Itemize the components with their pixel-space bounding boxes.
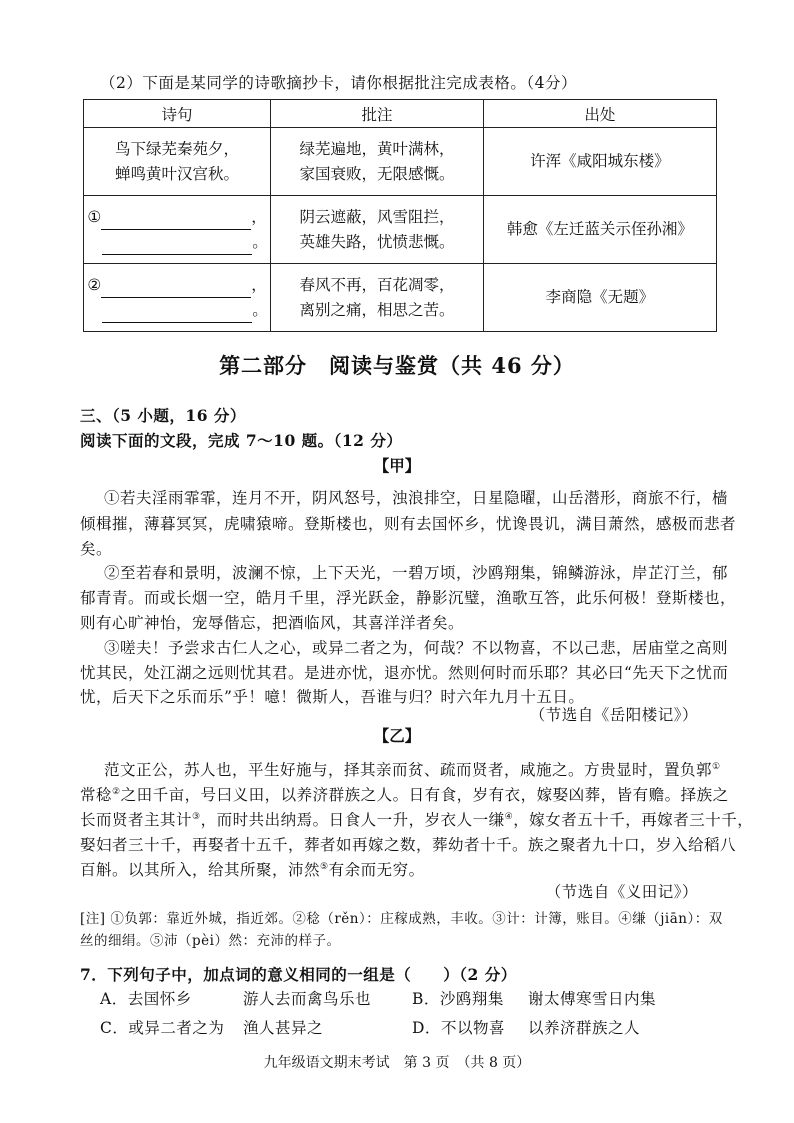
option-b[interactable]: [412, 987, 504, 1009]
page-footer: 九年级语文期末考试 第 3 页 （共 8 页）: [263, 1055, 531, 1071]
punct: ，: [251, 207, 267, 226]
part-title: 第二部分 阅读与鉴赏（共 46 分）: [219, 353, 575, 378]
punct: ，: [251, 275, 267, 294]
passage-source: （节选自《岳阳楼记》）: [529, 706, 698, 724]
note-cell: [271, 196, 484, 264]
header-verse: 诗句: [84, 100, 271, 128]
option-c[interactable]: [100, 1016, 224, 1038]
jia-label: 【甲】: [373, 456, 421, 475]
yi-label: 【乙】: [373, 726, 421, 745]
option-phrase: 去国怀乡: [127, 990, 192, 1008]
table-row: [84, 264, 717, 332]
answer-blank[interactable]: [101, 281, 251, 298]
passage-source: （节选自《义田记》）: [545, 883, 698, 901]
punct: 。: [252, 300, 268, 319]
option-phrase: 或异二者之为: [128, 1019, 225, 1037]
passage-line: 忧，后天下之乐而乐”乎！噫！微斯人，吾谁与归？时六年九月十五日。: [80, 688, 585, 706]
passage-line: 常稔②之田千亩，号曰义田，以养济群族之人。日有食，岁有衣，嫁娶凶葬，皆有赡。择族之: [80, 786, 729, 804]
note-line: 阴云遮蔽，风雪阻拦，: [299, 207, 455, 226]
option-label: D．: [412, 1019, 441, 1037]
annotation: [注] ①负郭：靠近外城，指近郊。②稔（rěn）：庄稼成熟，丰收。③计：计簿，账目。④缣（jiān）：双: [80, 911, 723, 927]
passage-line: 忧其民，处江湖之远则忧其君。是进亦忧，退亦忧。然则何时而乐耶？其必曰“先天下之忧而: [80, 664, 729, 682]
note-line: 春风不再，百花凋零，: [299, 275, 455, 294]
blank-number: ①: [87, 207, 102, 226]
option-label: B．: [412, 990, 440, 1008]
passage-line: ②至若春和景明，波澜不惊，上下天光，一碧万顷，沙鸥翔集，锦鳞游泳，岸芷汀兰，郁: [104, 564, 729, 582]
option-d[interactable]: [412, 1016, 505, 1038]
punct: 。: [252, 232, 268, 251]
blank-number: ②: [87, 275, 102, 294]
passage-line: 娶妇者三十千，再娶者十五千，葬者如再嫁之数，葬幼者十千。族之聚者九十口，岁入给稻八: [80, 836, 737, 854]
note-line: 绿芜遍地，黄叶满林，: [299, 139, 455, 158]
footnote-mark: ⑤: [320, 861, 329, 872]
passage-line: 郁青青。而或长烟一空，皓月千里，浮光跃金，静影沉璧，渔歌互答，此乐何极！登斯楼也，: [80, 589, 737, 607]
note-line: 家国衰败，无限感慨。: [299, 164, 455, 183]
passage-line: 百斛。以其所入，给其所聚，沛然⑤有余而无穷。: [80, 861, 425, 879]
source-cell: 韩愈《左迁蓝关示侄孙湘》: [483, 196, 716, 264]
header-source: 出处: [483, 100, 716, 128]
passage-line: 范文正公，苏人也，平生好施与，择其亲而贫、疏而贤者，咸施之。方贵显时，置负郭①: [104, 761, 721, 779]
answer-blank[interactable]: [102, 306, 252, 323]
verse-blank-cell[interactable]: [84, 196, 271, 264]
source-cell: 许浑《咸阳城东楼》: [483, 128, 716, 196]
table-row: [84, 196, 717, 264]
note-cell: [271, 128, 484, 196]
header-note: 批注: [271, 100, 484, 128]
footnote-mark: ④: [504, 811, 514, 822]
verse-blank-cell[interactable]: [84, 264, 271, 332]
source-cell: 李商隐《无题》: [483, 264, 716, 332]
note-line: 离别之痛，相思之苦。: [299, 300, 455, 319]
passage-line: 则有心旷神怡，宠辱偕忘，把酒临风，其喜洋洋者矣。: [80, 614, 465, 632]
note-line: 英雄失路，忧愤悲慨。: [299, 232, 455, 251]
verse-line: 鸟下绿芜秦苑夕，: [115, 139, 240, 158]
passage-line: ①若夫淫雨霏霏，连月不开，阴风怒号，浊浪排空，日星隐曜，山岳潜形，商旅不行，樯: [104, 489, 729, 507]
table-header-row: [84, 100, 717, 128]
reading-instruction: 阅读下面的文段，完成 7～10 题。（12 分）: [80, 431, 403, 450]
passage-line: 长而贤者主其计③，而时共出纳焉。日食人一升，岁衣人一缣④，嫁女者五十千，再嫁者三十千，: [80, 811, 754, 829]
intro-line: （2）下面是某同学的诗歌摘抄卡，请你根据批注完成表格。（4分）: [100, 74, 577, 92]
option-a[interactable]: [100, 987, 192, 1009]
footnote-mark: ③: [192, 811, 201, 822]
option-c-compare: 渔人甚异之: [243, 1019, 324, 1037]
question-stem: 7．下列句子中，加点词的意义相同的一组是（ ）（2 分）: [80, 965, 517, 984]
answer-blank[interactable]: [102, 238, 252, 255]
footnote-mark: ①: [712, 761, 721, 772]
passage-line: ③嗟夫！予尝求古仁人之心，或异二者之为，何哉？不以物喜，不以己悲，居庙堂之高则: [104, 639, 729, 657]
annotation: 丝的细绢。⑤沛（pèi）然：充沛的样子。: [80, 933, 341, 949]
passage-line: 矣。: [80, 540, 113, 558]
footnote-mark: ②: [112, 786, 121, 797]
section-heading: 三、（5 小题，16 分）: [80, 406, 246, 425]
option-label: C．: [100, 1019, 129, 1037]
poem-table: [83, 99, 717, 332]
option-phrase: 不以物喜: [440, 1019, 505, 1037]
note-cell: [271, 264, 484, 332]
option-label: A．: [100, 990, 128, 1008]
passage-line: 倾楫摧，薄暮冥冥，虎啸猿啼。登斯楼也，则有去国怀乡，忧谗畏讥，满目萧然，感极而悲者: [80, 515, 737, 533]
option-b-compare: 谢太傅寒雪日内集: [528, 990, 657, 1008]
table-row: [84, 128, 717, 196]
option-d-compare: 以养济群族之人: [528, 1019, 641, 1037]
verse-cell: [84, 128, 271, 196]
option-a-compare: 游人去而禽鸟乐也: [243, 990, 372, 1008]
option-phrase: 沙鸥翔集: [439, 990, 504, 1008]
answer-blank[interactable]: [101, 213, 251, 230]
verse-line: 蝉鸣黄叶汉宫秋。: [115, 164, 240, 183]
